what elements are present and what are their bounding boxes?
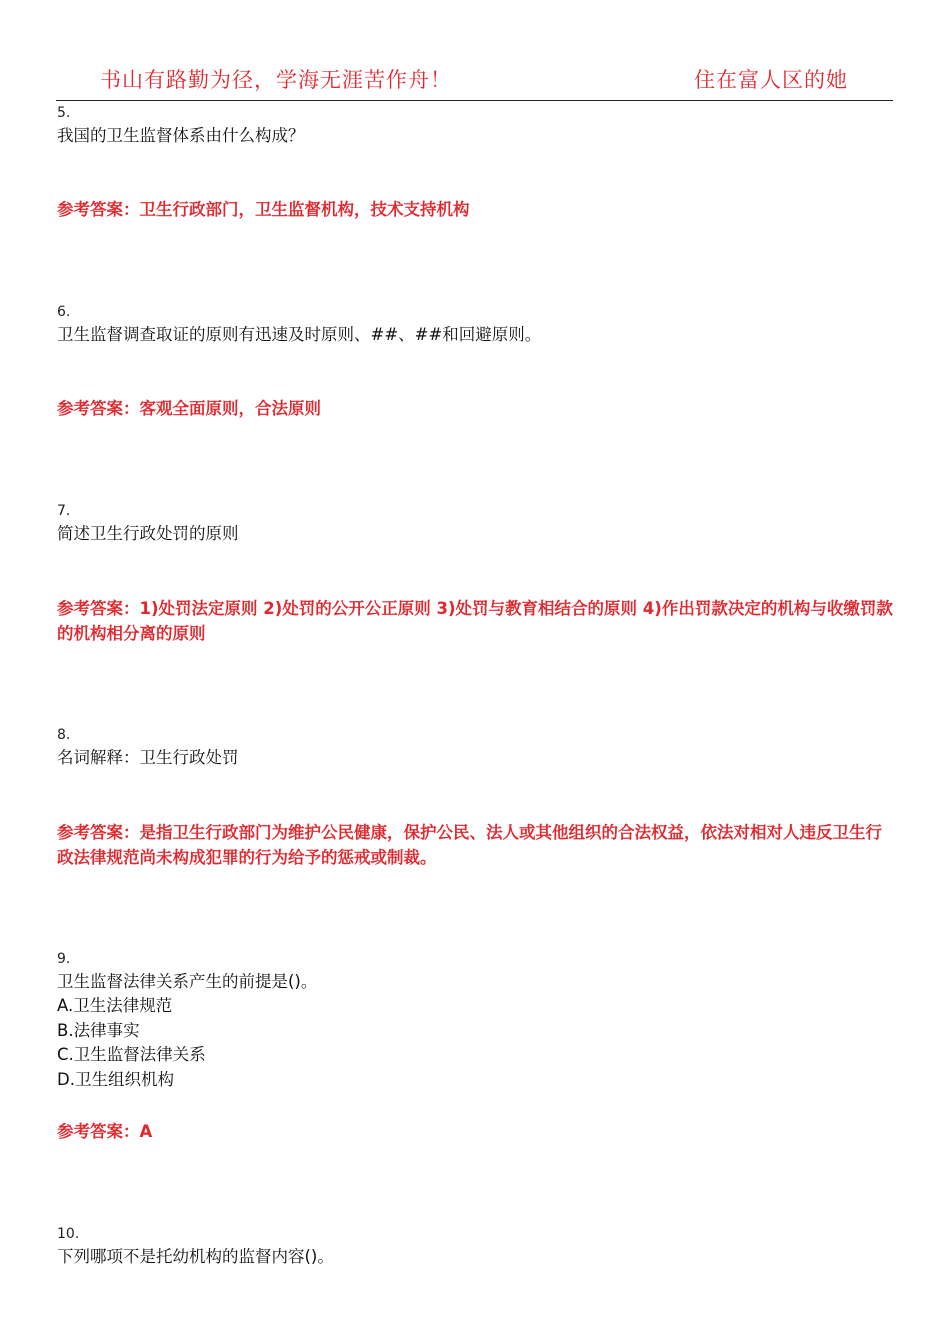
- question-number: 8.: [57, 727, 71, 743]
- page-header: [56, 60, 893, 101]
- question-text: 我国的卫生监督体系由什么构成？: [57, 126, 305, 145]
- question-number: 9.: [57, 951, 71, 967]
- answer-text: 参考答案：是指卫生行政部门为维护公民健康，保护公民、法人或其他组织的合法权益，依法对相对人违反卫生行政法律规范尚未构成犯罪的行为给予的惩戒或制裁。: [57, 823, 882, 867]
- question-text: 简述卫生行政处罚的原则: [57, 524, 239, 543]
- answer-text: 参考答案：卫生行政部门，卫生监督机构，技术支持机构: [57, 200, 470, 219]
- answer-text: 参考答案：客观全面原则，合法原则: [57, 399, 321, 418]
- question-5: [57, 104, 897, 219]
- question-10: [57, 1225, 897, 1269]
- header-motto: 书山有路勤为径，学海无涯苦作舟！: [100, 68, 452, 92]
- question-number: 10.: [57, 1226, 80, 1242]
- option-d: D.卫生组织机构: [57, 1069, 174, 1089]
- answer-text: 参考答案：A: [57, 1122, 153, 1141]
- question-9: [57, 950, 897, 1141]
- answer-text: 参考答案：1)处罚法定原则 2)处罚的公开公正原则 3)处罚与教育相结合的原则 4)作出罚款决定的机构与收缴罚款的机构相分离的原则: [57, 599, 893, 643]
- question-7: [57, 502, 897, 643]
- option-b: B.法律事实: [57, 1020, 140, 1040]
- option-a: A.卫生法律规范: [57, 996, 173, 1015]
- question-text: 卫生监督调查取证的原则有迅速及时原则、##、##和回避原则。: [57, 325, 542, 344]
- header-owner: 住在富人区的她: [694, 68, 848, 92]
- question-text: 下列哪项不是托幼机构的监督内容()。: [57, 1247, 334, 1266]
- question-number: 7.: [57, 503, 71, 519]
- question-text: 卫生监督法律关系产生的前提是()。: [57, 972, 318, 991]
- question-6: [57, 303, 897, 418]
- question-number: 5.: [57, 105, 71, 121]
- option-c: C.卫生监督法律关系: [57, 1045, 206, 1064]
- question-text: 名词解释：卫生行政处罚: [57, 748, 239, 767]
- question-8: [57, 726, 897, 867]
- question-number: 6.: [57, 304, 71, 320]
